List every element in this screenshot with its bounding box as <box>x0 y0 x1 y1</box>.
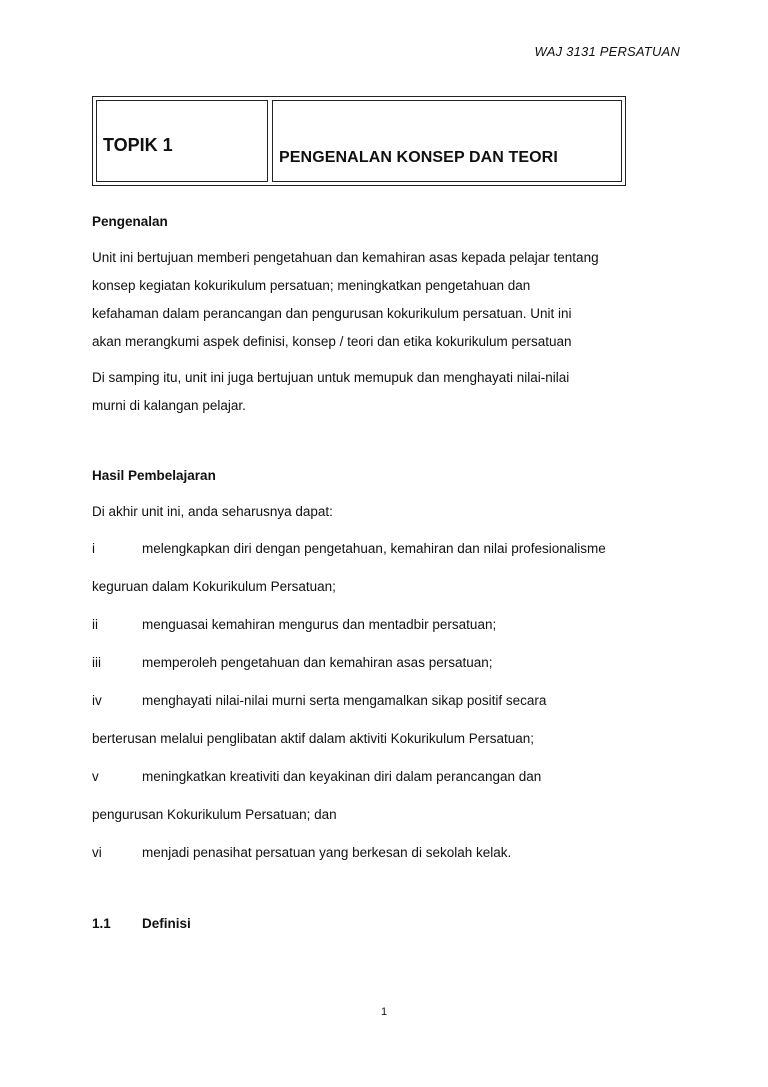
outcome-text: menghayati nilai-nilai murni serta mengamalkan sikap positif secara <box>142 693 547 708</box>
outcome-number: iv <box>92 693 102 708</box>
outcome-item <box>92 530 682 568</box>
outcome-number: vi <box>92 845 102 860</box>
section-title: Definisi <box>142 916 191 931</box>
section-heading <box>92 910 682 938</box>
topic-label-cell <box>96 100 268 182</box>
document-body <box>92 208 682 938</box>
section-number: 1.1 <box>92 916 111 931</box>
outcome-text: menguasai kemahiran mengurus dan mentadbir persatuan; <box>142 617 497 632</box>
intro-line: Unit ini bertujuan memberi pengetahuan dan kemahiran asas kepada pelajar tentang <box>92 250 599 265</box>
outcome-continuation: berterusan melalui penglibatan aktif dalam aktiviti Kokurikulum Persatuan; <box>92 731 534 746</box>
intro-line: murni di kalangan pelajar. <box>92 398 246 413</box>
intro-line: konsep kegiatan kokurikulum persatuan; meningkatkan pengetahuan dan <box>92 278 531 293</box>
topic-title: PENGENALAN KONSEP DAN TEORI <box>279 149 558 166</box>
outcome-text: meningkatkan kreativiti dan keyakinan diri dalam perancangan dan <box>142 769 542 784</box>
course-header: WAJ 3131 PERSATUAN <box>534 44 680 59</box>
outcome-item <box>92 682 682 720</box>
outcome-text: memperoleh pengetahuan dan kemahiran asas persatuan; <box>142 655 493 670</box>
intro-line: Di samping itu, unit ini juga bertujuan untuk memupuk dan menghayati nilai-nilai <box>92 370 570 385</box>
topic-label: TOPIK 1 <box>103 135 173 155</box>
intro-line: kefahaman dalam perancangan dan pengurusan kokurikulum persatuan. Unit ini <box>92 306 572 321</box>
outcome-continuation: keguruan dalam Kokurikulum Persatuan; <box>92 579 336 594</box>
outcome-text: menjadi penasihat persatuan yang berkesan di sekolah kelak. <box>142 845 512 860</box>
outcome-number: i <box>92 541 95 556</box>
outcome-item <box>92 644 682 682</box>
outcome-number: iii <box>92 655 101 670</box>
outcome-item <box>92 758 682 796</box>
page-number: 1 <box>380 1006 388 1018</box>
outcomes-lead: Di akhir unit ini, anda seharusnya dapat: <box>92 504 333 519</box>
outcome-number: ii <box>92 617 98 632</box>
outcome-text: melengkapkan diri dengan pengetahuan, kemahiran dan nilai profesionalisme <box>142 541 606 556</box>
outcome-item <box>92 834 682 872</box>
topic-table <box>92 96 626 186</box>
outcome-item <box>92 606 682 644</box>
outcomes-heading: Hasil Pembelajaran <box>92 468 216 483</box>
outcome-number: v <box>92 769 99 784</box>
topic-title-cell <box>272 100 622 182</box>
intro-heading: Pengenalan <box>92 214 168 229</box>
outcome-continuation: pengurusan Kokurikulum Persatuan; dan <box>92 807 337 822</box>
intro-line: akan merangkumi aspek definisi, konsep / teori dan etika kokurikulum persatuan <box>92 334 572 349</box>
